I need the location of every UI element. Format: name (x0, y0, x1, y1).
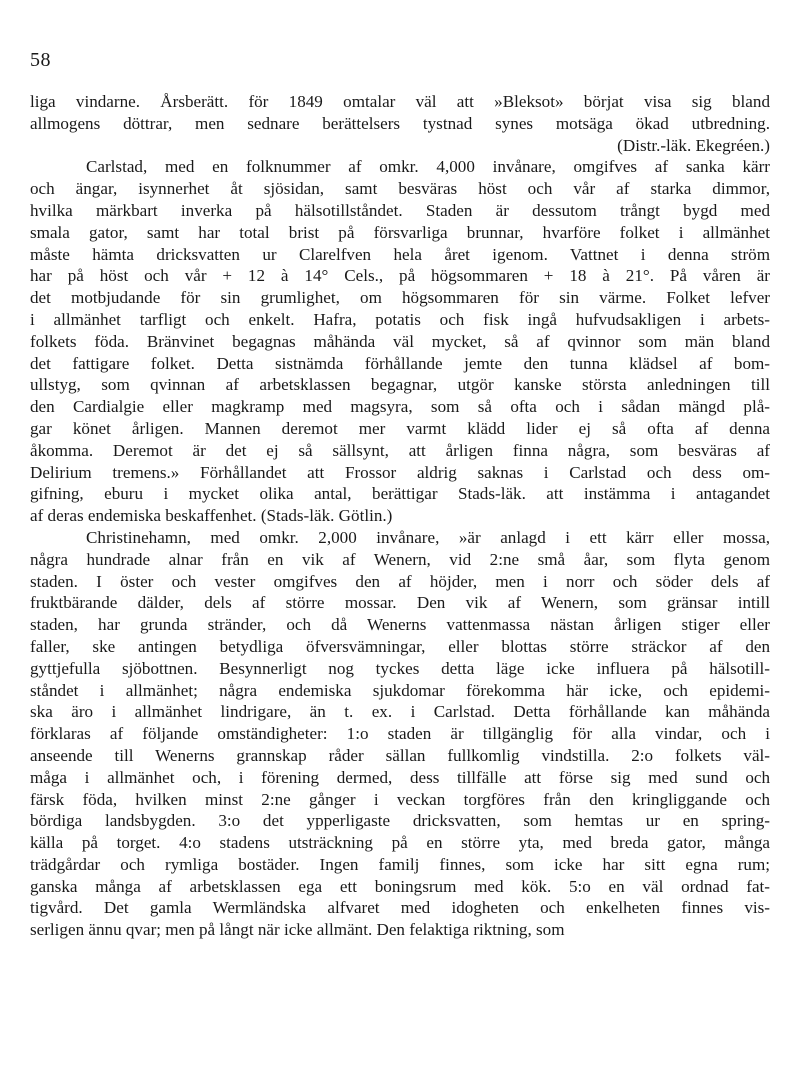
text-line: i allmänhet tarfligt och enkelt. Hafra, potatis och fisk ingå hufvudsakligen i arbets- (30, 309, 770, 329)
text-line: ganska många af arbetsklassen ega ett boningsrum med kök. 5:o en väl ordnad fat- (30, 876, 770, 896)
text-line: det fattigare folket. Detta sistnämda förhållande jemte den tunna klädsel af bom- (30, 353, 770, 373)
text-line: af deras endemiska beskaffenhet. (Stads-läk. Götlin.) (30, 506, 393, 526)
text-line: åkomma. Deremot är det ej så sällsynt, att årligen finna några, som besväras af (30, 440, 770, 460)
text-line: gar könet årligen. Mannen deremot mer varmt klädd lider ej så ofta af denna (30, 418, 770, 438)
text-line: staden, har grunda stränder, och då Wenerns vattenmassa nästan årligen stiger eller (30, 615, 770, 635)
text-line: ståndet i allmänhet; några endemiska sjukdomar förekomma här icke, och epidemi- (30, 680, 770, 700)
text-line: Christinehamn, med omkr. 2,000 invånare, »är anlagd i ett kärr eller mossa, (86, 527, 770, 547)
paragraph (30, 156, 770, 527)
text-line: hvilka märkbart inverka på hälsotillståndet. Staden är dessutom trångt bygd med (30, 200, 770, 220)
text-line: faller, ske antingen betydliga öfversvämningar, eller blottas större sträckor af den (30, 636, 770, 656)
text-line: gifning, eburu i mycket olika antal, berättigar Stads-läk. att instämma i antagandet (30, 484, 770, 504)
text-line: färsk föda, hvilken minst 2:ne gånger i veckan torgföres från den kringliggande och (30, 789, 770, 809)
text-line: den Cardialgie eller magkramp med magsyra, som så ofta och i sådan mängd plå- (30, 397, 770, 417)
text-line: förklaras af följande omständigheter: 1:o staden är tillgänglig för alla vindar, och i (30, 724, 770, 744)
text-line: några hundrade alnar från en vik af Wenern, vid 2:ne små åar, som flyta genom (30, 549, 770, 569)
text-line: och ängar, isynnerhet åt sjösidan, samt besväras höst och vår af starka dimmor, (30, 179, 770, 199)
text-line: serligen ännu qvar; men på långt när icke allmänt. Den felaktiga riktning, som (30, 920, 565, 940)
text-line: ullstyg, som qvinnan af arbetsklassen begagnar, utgör kanske största anledningen till (30, 375, 770, 395)
text-line: Carlstad, med en folknummer af omkr. 4,000 invånare, omgifves af sanka kärr (86, 157, 770, 177)
text-line: måste hämta dricksvatten ur Clarelfven hela året igenom. Vattnet i denna ström (30, 244, 770, 264)
text-line: liga vindarne. Årsberätt. för 1849 omtalar väl att »Bleksot» börjat visa sig bland (30, 92, 770, 111)
paragraph (30, 91, 770, 156)
text-line: Delirium tremens.» Förhållandet att Frossor aldrig saknas i Carlstad och dess om- (30, 462, 770, 482)
text-line: måga i allmänhet och, i förening dermed, dess tillfälle att förse sig med sund och (30, 767, 770, 787)
body-text (30, 91, 770, 941)
text-line: smala gator, samt har total brist på försvarliga brunnar, hvarföre folket i allmänhet (30, 222, 770, 242)
text-line: det motbjudande för sin grumlighet, om högsommaren för sin värme. Folket lefver (30, 288, 770, 308)
text-line: staden. I öster och vester omgifves den af höjder, men i norr och söder dels af (30, 571, 770, 591)
page-number: 58 (30, 49, 51, 71)
paragraph (30, 527, 770, 941)
text-line: ska äro i allmänhet lindrigare, än t. ex. i Carlstad. Detta förhållande kan måhända (30, 702, 770, 722)
text-line: bördiga landsbygden. 3:o det ypperligaste dricksvatten, som hemtas ur en spring- (30, 811, 770, 831)
text-line: källa på torget. 4:o stadens utsträckning på en större yta, med breda gator, många (30, 833, 770, 853)
text-line: tigvård. Det gamla Wermländska alfvaret med idogheten och enkelheten finnes vis- (30, 898, 770, 918)
text-line: gyttjefulla sjöbottnen. Besynnerligt nog tyckes detta läge icke influera på hälsotill- (30, 658, 770, 678)
text-line: trädgårdar och rymliga bostäder. Ingen familj finnes, som icke har sitt egna rum; (30, 854, 770, 874)
text-line: fruktbärande dälder, dels af större mossar. Den vik af Wenern, som gränsar intill (30, 593, 770, 613)
text-line: (Distr.-läk. Ekegréen.) (617, 135, 770, 155)
text-line: anseende till Wenerns grannskap råder sällan fullkomlig vindstilla. 2:o folkets väl- (30, 745, 770, 765)
text-line: har på höst och vår + 12 à 14° Cels., på högsommaren + 18 à 21°. På våren är (30, 266, 770, 286)
text-line: allmogens döttrar, men sednare berättelsers tystnad synes motsäga ökad utbredning. (30, 113, 770, 133)
text-line: folkets föda. Bränvinet begagnas måhända väl mycket, så af qvinnor som män bland (30, 331, 770, 351)
